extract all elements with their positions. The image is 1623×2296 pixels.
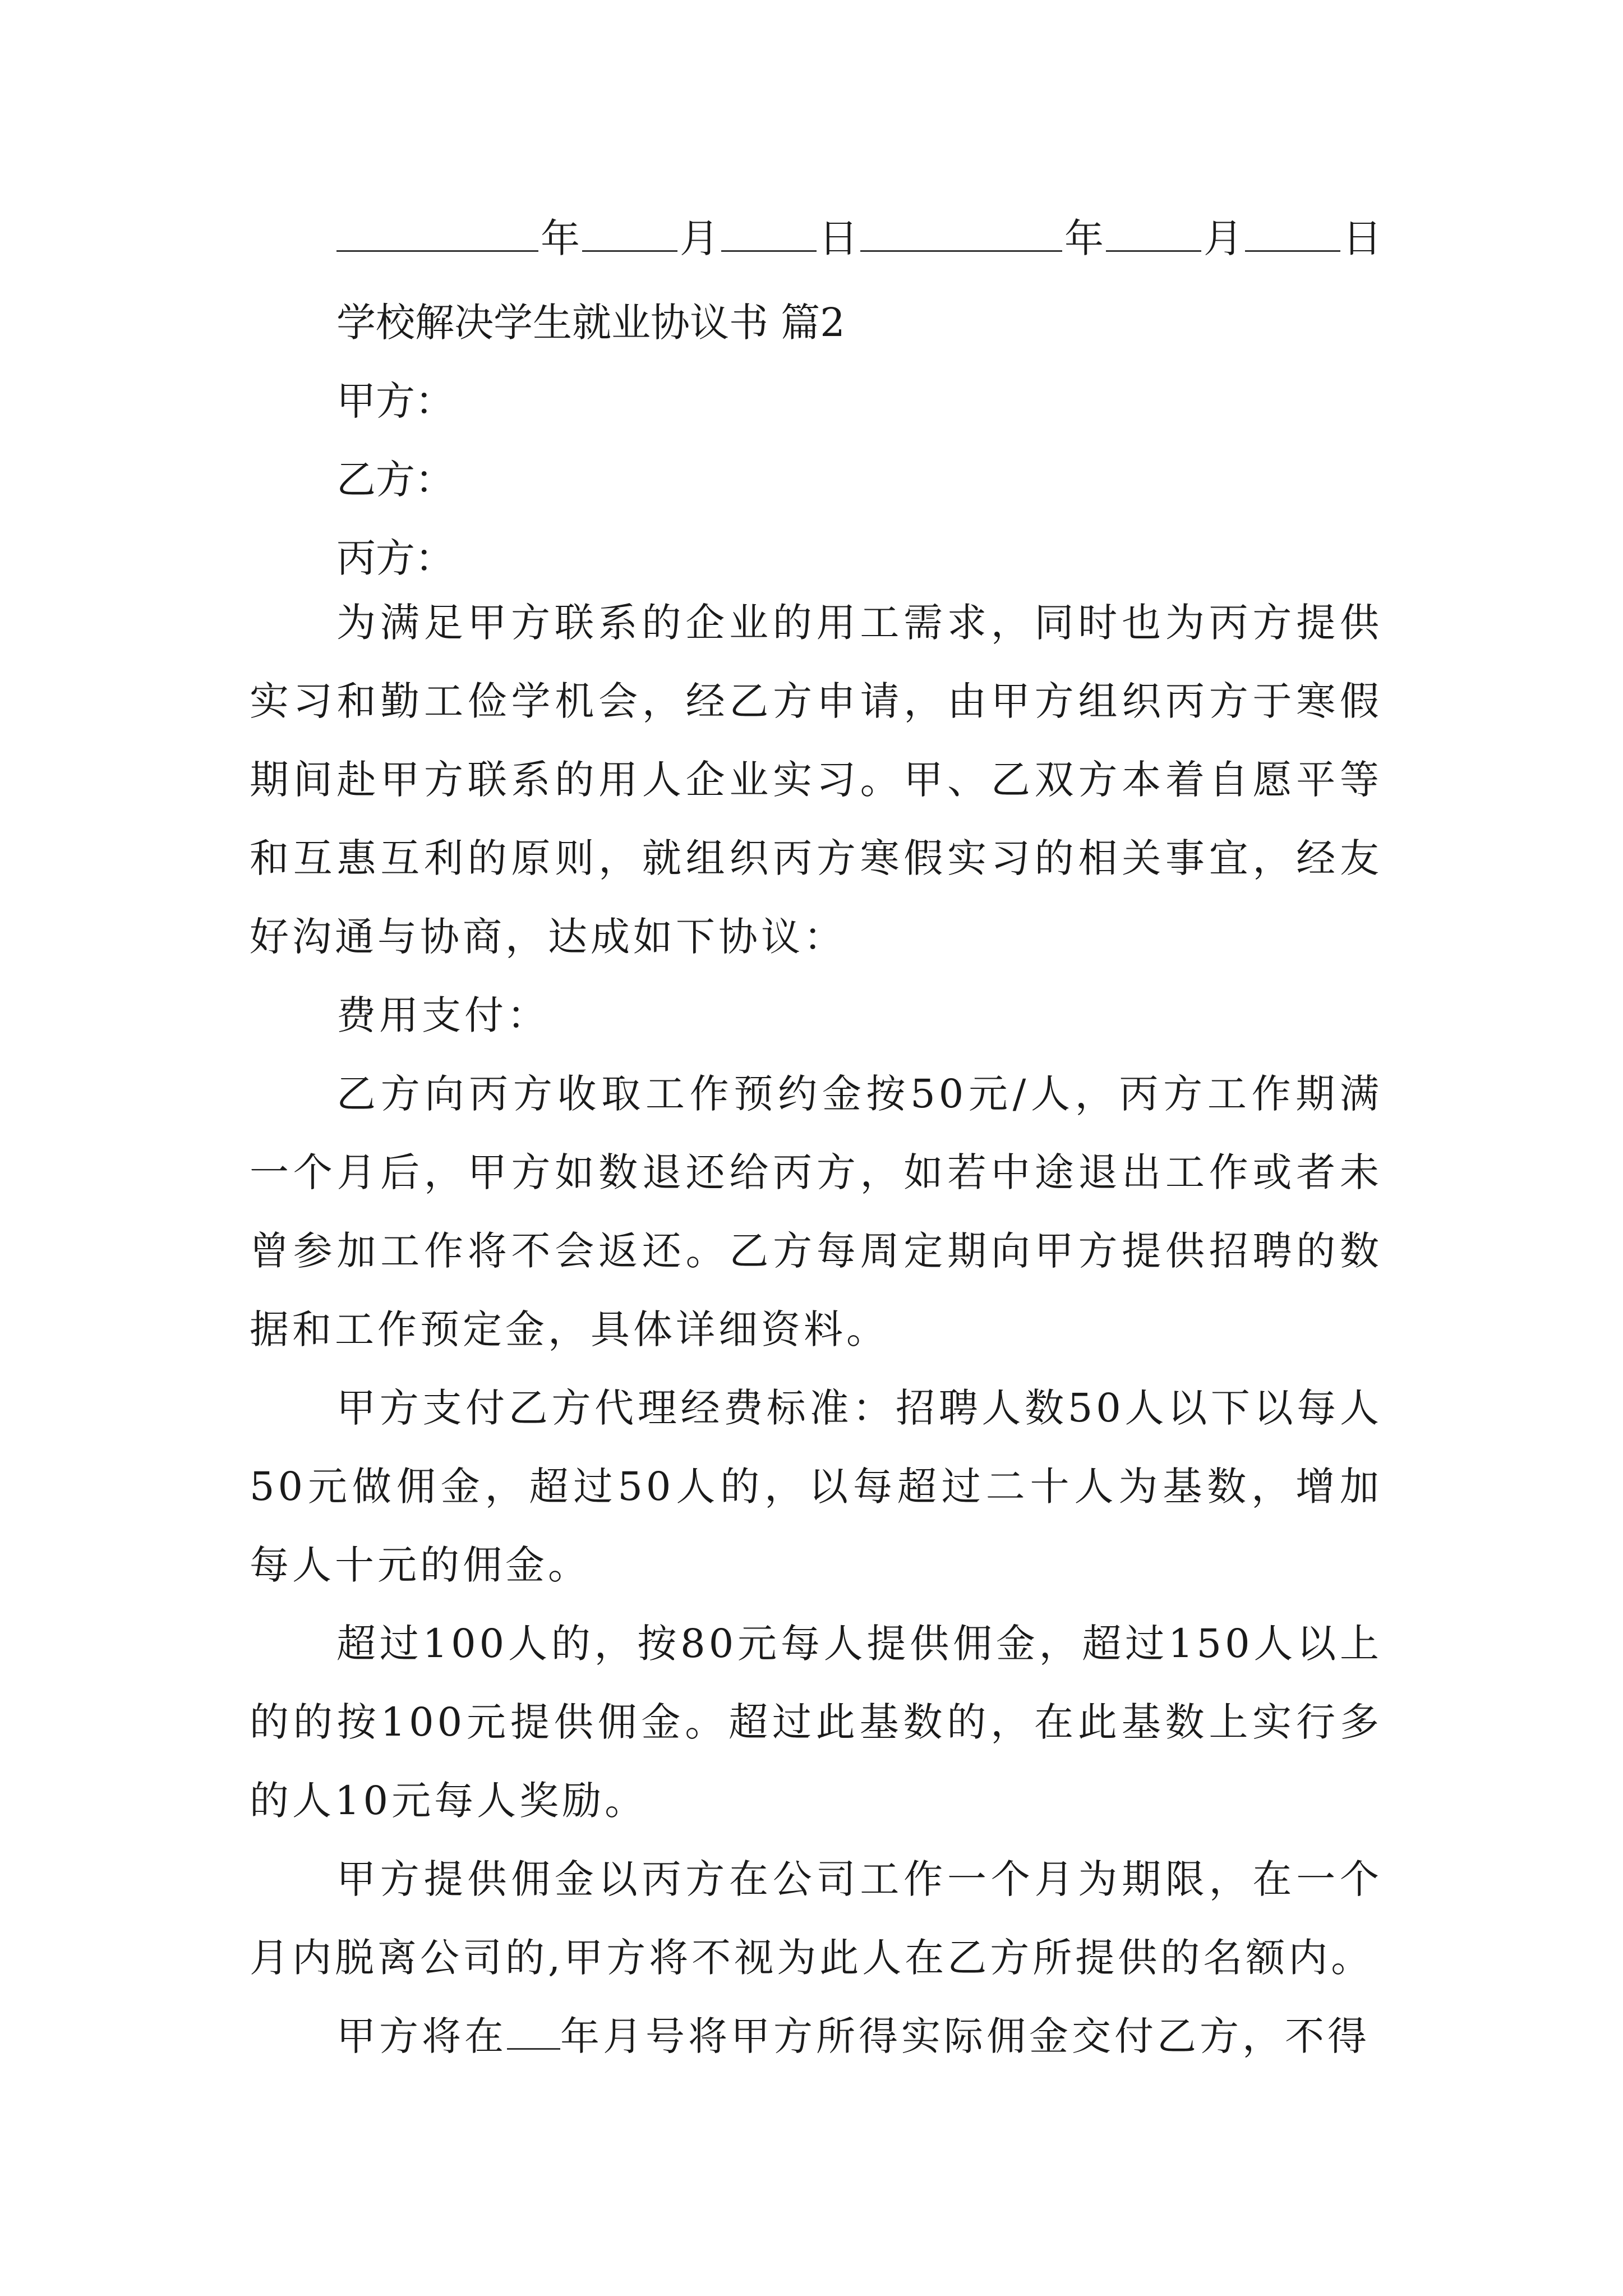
paragraph-purpose: 为满足甲方联系的企业的用工需求，同时也为丙方提供实习和勤工俭学机会，经乙方申请，由甲方组织丙方于寒假期间赴甲方联系的用人企业实习。甲、乙双方本着自愿平等和互惠互利的原则，就组织丙方寒假实习的相关事宜，经友好沟通与协商，达成如下协议： — [250, 600, 1382, 960]
day-label-2: 日 — [1343, 215, 1382, 261]
party-b-label: 乙方： — [336, 457, 454, 503]
month-blank-1[interactable] — [582, 213, 677, 252]
year-blank-1[interactable] — [336, 213, 538, 252]
paragraph-fee-heading: 费用支付： — [336, 992, 550, 1038]
payment-date-text-start: 甲方将在 — [336, 2013, 507, 2059]
paragraph-payment-date — [250, 1997, 1382, 2076]
payment-date-blank[interactable] — [507, 2014, 560, 2050]
paragraph-commission-period: 甲方提供佣金以丙方在公司工作一个月为期限，在一个月内脱离公司的,甲方将不视为此人在乙方所提供的名额内。 — [250, 1856, 1382, 1981]
day-blank-1[interactable] — [721, 213, 817, 252]
party-c-label: 丙方： — [336, 535, 454, 581]
month-label-2: 月 — [1204, 215, 1243, 261]
year-label-2: 年 — [1064, 215, 1104, 261]
month-blank-2[interactable] — [1106, 213, 1201, 252]
paragraph-commission-tiers: 超过100人的，按80元每人提供佣金，超过150人以上的的按100元提供佣金。超过此基数的，在此基数上实行多的人10元每人奖励。 — [250, 1621, 1382, 1824]
document-heading: 学校解决学生就业协议书 篇2 — [336, 300, 845, 346]
year-blank-2[interactable] — [860, 213, 1062, 252]
paragraph-commission-standard: 甲方支付乙方代理经费标准：招聘人数50人以下以每人50元做佣金，超过50人的，以每超过二十人为基数，增加每人十元的佣金。 — [250, 1385, 1382, 1588]
day-label-1: 日 — [819, 215, 858, 261]
payment-date-text-end: 年月号将甲方所得实际佣金交付乙方，不得 — [560, 2013, 1370, 2059]
signature-date-line — [336, 210, 1384, 266]
agreement-body — [250, 583, 1382, 2076]
party-a-label: 甲方： — [336, 378, 454, 424]
year-label-1: 年 — [541, 215, 580, 261]
day-blank-2[interactable] — [1245, 213, 1340, 252]
month-label-1: 月 — [680, 215, 719, 261]
paragraph-deposit: 乙方向丙方收取工作预约金按50元/人，丙方工作期满一个月后，甲方如数退还给丙方，如若中途退出工作或者未曾参加工作将不会返还。乙方每周定期向甲方提供招聘的数据和工作预定金，具体详细资料。 — [250, 1071, 1382, 1352]
